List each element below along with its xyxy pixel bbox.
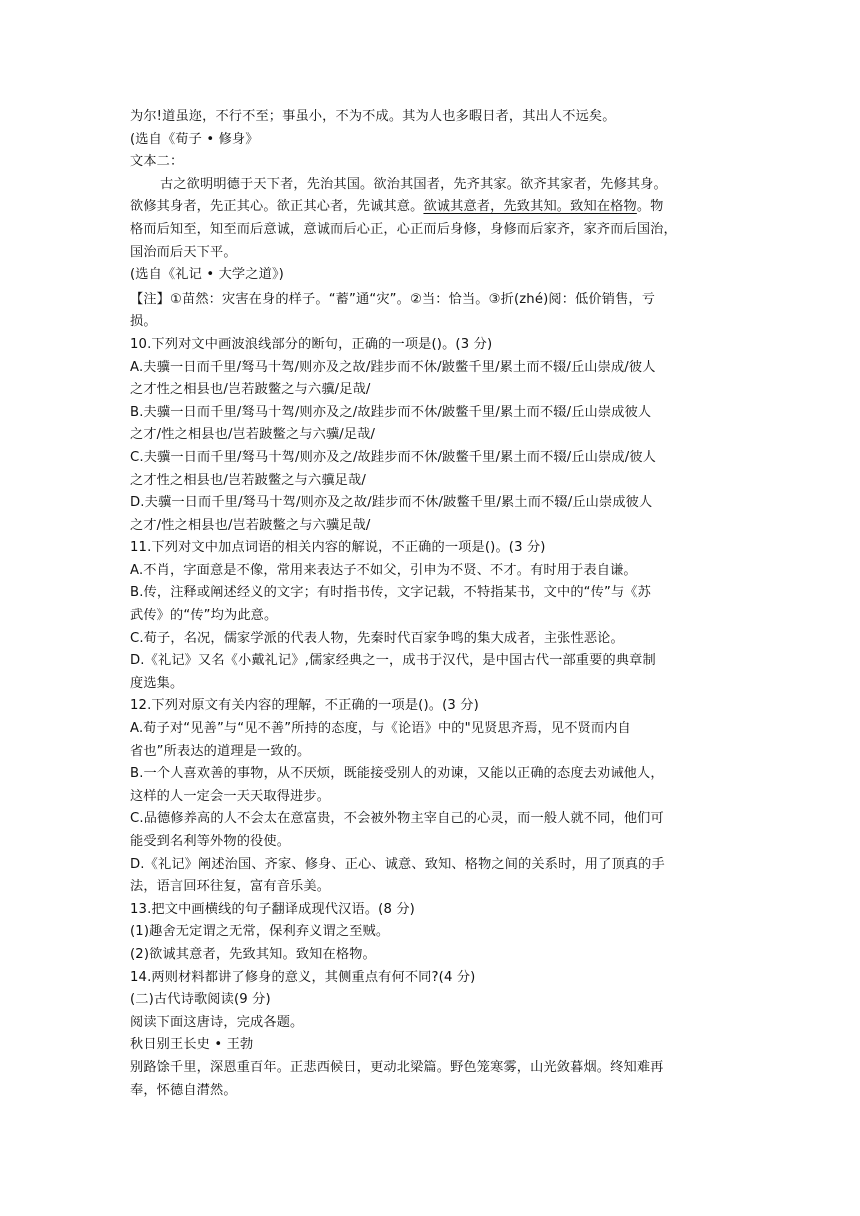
question-stem: 14.两则材料都讲了修身的意义，其侧重点有何不同?(4 分) xyxy=(130,969,476,985)
note-line: 【注】①苗然：灾害在身的样子。“蓄”通“灾”。②当：恰当。③折(zhé)阅：低价销售，亏 xyxy=(130,291,656,307)
passage-text: 。物 xyxy=(636,199,664,215)
poem-title: 秋日别王长史 • 王勃 xyxy=(130,1037,254,1053)
passage-line: 古之欲明明德于天下者，先治其国。欲治其国者，先齐其家。欲齐其家者，先修其身。 xyxy=(160,176,667,192)
section-label: 文本二： xyxy=(130,154,184,170)
option-line: B.传，注释或阐述经义的文字；有时指书传，文字记载，不特指某书，文中的“传”与《苏 xyxy=(130,585,651,601)
poem-body: 奉，怀德自潸然。 xyxy=(130,1082,237,1098)
question-stem: 10.下列对文中画波浪线部分的断句，正确的一项是()。(3 分) xyxy=(130,336,493,352)
source-citation: (选自《礼记 • 大学之道》) xyxy=(130,267,284,283)
option-line: 能受到名利等外物的役使。 xyxy=(130,834,291,849)
question-stem: 11.下列对文中加点词语的相关内容的解说，不正确的一项是()。(3 分) xyxy=(130,540,546,556)
option-line: D.《礼记》阐述治国、齐家、修身、正心、诚意、致知、格物之间的关系时，用了顶真的手 xyxy=(130,856,665,872)
instruction-text: 阅读下面这唐诗，完成各题。 xyxy=(130,1014,304,1030)
option-line: 这样的人一定会一天天取得进步。 xyxy=(130,788,331,804)
option-line: 之才性之相县也/岂若跛鳖之与六骥足哉/ xyxy=(130,472,366,488)
option-line: B.一个人喜欢善的事物，从不厌烦，既能接受别人的劝谏，又能以正确的态度去劝诫他人， xyxy=(130,766,664,782)
translation-sentence: (1)趣舍无定谓之无常，保利弃义谓之至贼。 xyxy=(130,924,390,940)
option-line: C.品德修养高的人不会太在意富贵，不会被外物主宰自己的心灵，而一般人就不同，他们可 xyxy=(130,811,664,827)
note-line: 损。 xyxy=(130,314,157,330)
option-line: A.夫骥一日而千里/驽马十驾/则亦及之故/跬步而不休/跛鳖千里/累土而不辍/丘山崇成/彼人 xyxy=(130,359,656,375)
passage-text: 欲修其身者，先正其心。欲正其心者，先诚其意。 xyxy=(130,199,424,215)
option-line: 法，语言回环往复，富有音乐美。 xyxy=(130,879,331,895)
option-line: 之才性之相县也/岂若跛鳖之与六骥/足哉/ xyxy=(130,382,371,398)
underlined-sentence: 欲诚其意者，先致其知。致知在格物 xyxy=(423,199,637,215)
option-line: C.夫骥一日而千里/驽马十驾/则亦及之/故跬步而不休/跛鳖千里/累土而不辍/丘山崇成/彼人 xyxy=(130,449,656,465)
passage-line: 格而后知至，知至而后意诚，意诚而后心正，心正而后身修，身修而后家齐，家齐而后国治， xyxy=(130,221,677,237)
option-line: 度选集。 xyxy=(130,675,184,691)
passage-line: 国治而后天下平。 xyxy=(130,244,237,260)
source-citation: (选自《荀子 • 修身》 xyxy=(130,131,259,147)
option-line: 武传》的“传”均为此意。 xyxy=(130,608,278,624)
option-line: 之才/性之相县也/岂若跛鳖之与六骥/足哉/ xyxy=(130,427,376,443)
section-heading: (二)古代诗歌阅读(9 分) xyxy=(130,992,271,1008)
poem-body: 别路馀千里，深恩重百年。正悲西候日，更动北梁篇。野色笼寒雾，山光敛暮烟。终知难再 xyxy=(130,1059,664,1075)
passage-line: 为尔!道虽迩，不行不至；事虽小，不为不成。其为人也多暇日者，其出人不远矣。 xyxy=(130,109,616,124)
option-line: D.《礼记》又名《小戴礼记》,儒家经典之一，成书于汉代，是中国古代一部重要的典章制 xyxy=(130,653,656,669)
option-line: C.荀子，名况，儒家学派的代表人物，先秦时代百家争鸣的集大成者，主张性恶论。 xyxy=(130,630,624,646)
question-stem: 12.下列对原文有关内容的理解，不正确的一项是()。(3 分) xyxy=(130,698,479,714)
translation-sentence: (2)欲诚其意者，先致其知。致知在格物。 xyxy=(130,946,376,962)
option-line: A.荀子对“见善”与“见不善”所持的态度，与《论语》中的"见贤思齐焉，见不贤而内自 xyxy=(130,721,631,737)
option-line: D.夫骥一日而千里/驽马十驾/则亦及之故/跬步而不休/跛鳖千里/累土而不辍/丘山崇成彼人 xyxy=(130,495,653,511)
exam-page xyxy=(130,106,732,1102)
option-line: 省也”所表达的道理是一致的。 xyxy=(130,743,311,759)
passage-line xyxy=(130,196,732,219)
option-line: A.不肖，字面意是不像，常用来表达子不如父，引申为不贤、不才。有时用于表自谦。 xyxy=(130,562,637,578)
option-line: 之才/性之相县也/岂若跛鳖之与六骥足哉/ xyxy=(130,517,371,533)
question-stem: 13.把文中画横线的句子翻译成现代汉语。(8 分) xyxy=(130,901,415,917)
option-line: B.夫骥一日而千里/驽马十驾/则亦及之/故跬步而不休/跛鳖千里/累土而不辍/丘山崇成彼人 xyxy=(130,404,652,420)
